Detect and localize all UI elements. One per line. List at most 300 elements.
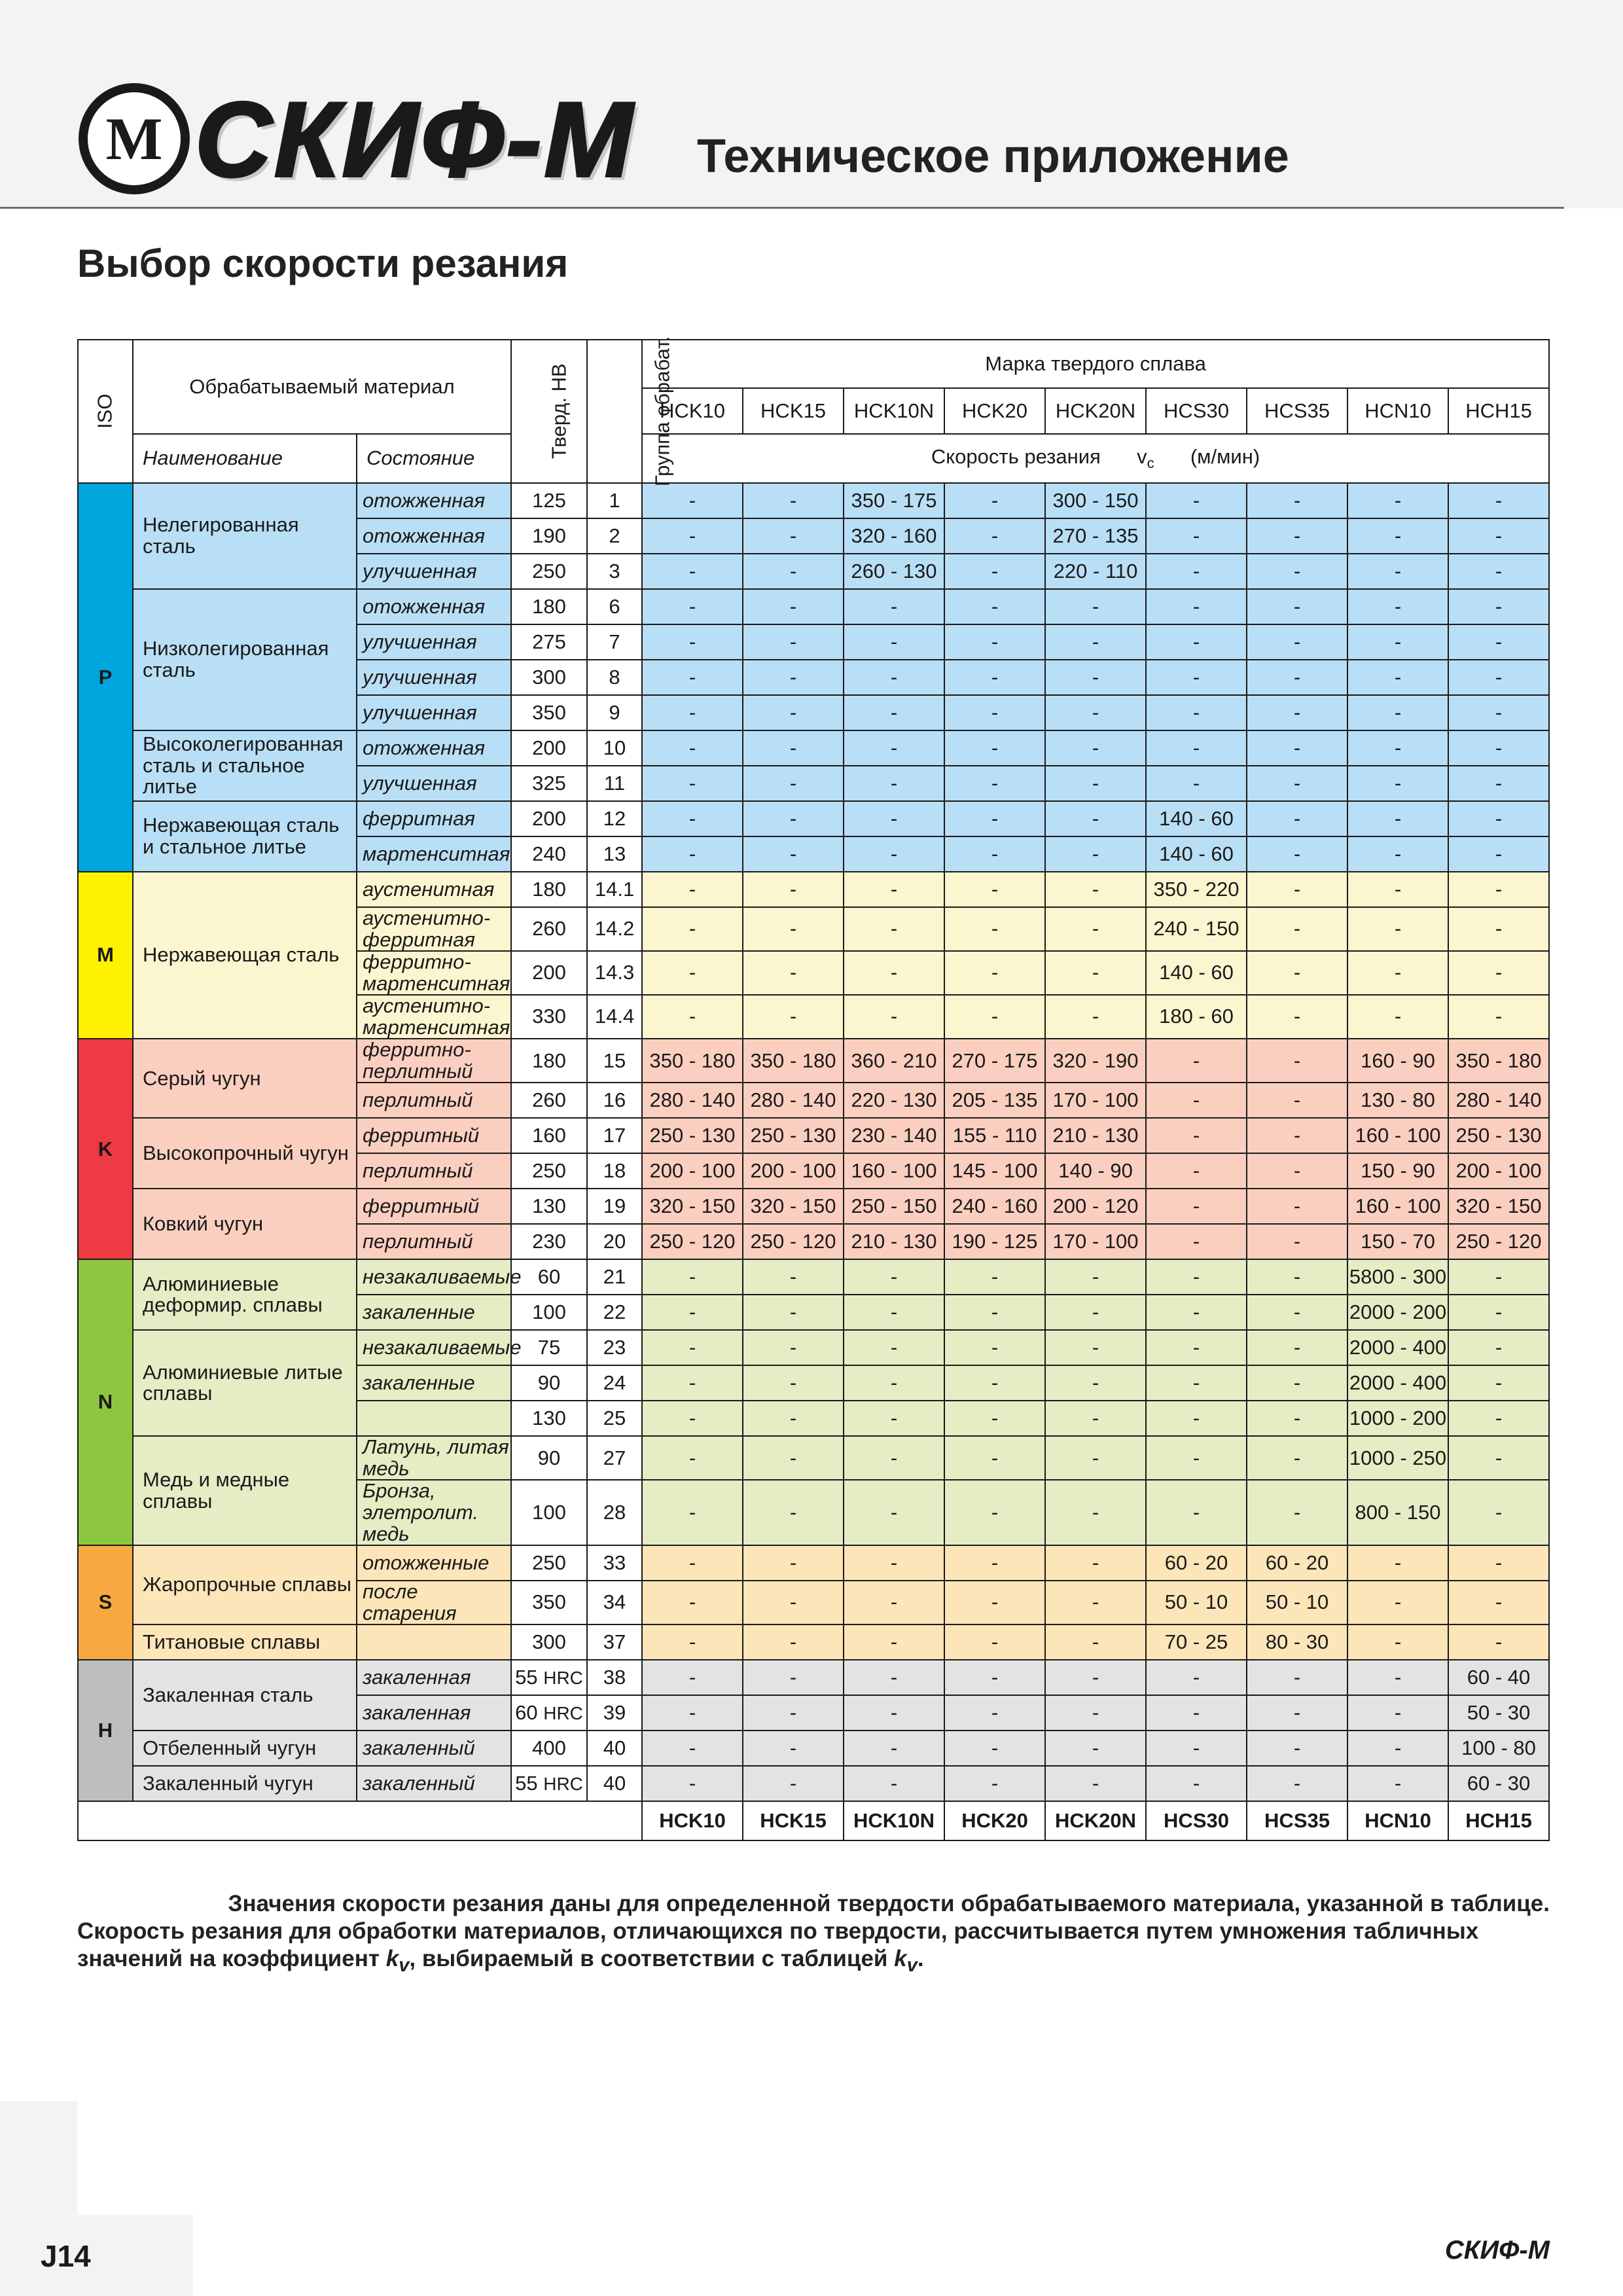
speed-value-hck20: - (944, 1624, 1045, 1660)
speed-value-hch15: - (1448, 1365, 1549, 1401)
hardness-value (511, 1581, 587, 1624)
material-state: после старения (357, 1581, 511, 1624)
speed-value-hch15: 100 - 80 (1448, 1731, 1549, 1766)
speed-value-hck10: - (642, 1365, 743, 1401)
material-group: 14.3 (587, 951, 642, 995)
speed-value-hcs30: - (1146, 730, 1247, 766)
grade-footer-hck10n: HCK10N (844, 1801, 944, 1840)
speed-value-hck20n: - (1045, 1480, 1146, 1545)
hardness-value (511, 1695, 587, 1731)
speed-value-hcs35: - (1247, 801, 1347, 836)
hardness-value (511, 1365, 587, 1401)
hardness-number: 180 (532, 1049, 566, 1072)
speed-value-hch15: 200 - 100 (1448, 1153, 1549, 1189)
speed-value-hch15: - (1448, 730, 1549, 766)
speed-value-hck10n: - (844, 1436, 944, 1480)
iso-group-h: H (78, 1660, 133, 1801)
material-state: отожженные (357, 1545, 511, 1581)
group-header: Группа обрабат. (587, 340, 642, 483)
hardness-number: 55 (515, 1771, 538, 1795)
speed-value-hcn10: 150 - 90 (1347, 1153, 1448, 1189)
speed-value-hck20n: - (1045, 1330, 1146, 1365)
hardness-number: 350 (532, 700, 566, 724)
speed-value-hck15: - (743, 836, 844, 872)
speed-value-hck10n: - (844, 1401, 944, 1436)
speed-value-hcn10: - (1347, 554, 1448, 589)
speed-value-hck15: - (743, 1295, 844, 1330)
speed-value-hck10n: - (844, 1660, 944, 1695)
material-state: мартенситная (357, 836, 511, 872)
material-name: Серый чугун (133, 1039, 357, 1118)
grade-header-hck15: HCK15 (743, 388, 844, 434)
speed-value-hck20: - (944, 1401, 1045, 1436)
speed-value-hcs35: - (1247, 554, 1347, 589)
speed-value-hcs35: - (1247, 1153, 1347, 1189)
speed-value-hck10n: - (844, 872, 944, 907)
hardness-unit: HRC (543, 1667, 583, 1688)
name-header: Наименование (133, 434, 357, 483)
speed-value-hck15: - (743, 951, 844, 995)
speed-value-hcs30: - (1146, 1766, 1247, 1801)
material-name: Титановые сплавы (133, 1624, 357, 1660)
speed-value-hck20: - (944, 730, 1045, 766)
table-row (78, 1731, 1549, 1766)
speed-value-hck10n: 230 - 140 (844, 1118, 944, 1153)
speed-value-hcs35: 80 - 30 (1247, 1624, 1347, 1660)
table-row (78, 589, 1549, 624)
material-name: Нержавеющая сталь (133, 872, 357, 1039)
hardness-number: 130 (532, 1407, 566, 1430)
material-group: 16 (587, 1083, 642, 1118)
hardness-number: 200 (532, 736, 566, 759)
material-group: 17 (587, 1118, 642, 1153)
speed-value-hch15: - (1448, 951, 1549, 995)
speed-value-hcn10: - (1347, 836, 1448, 872)
speed-value-hcs35: - (1247, 766, 1347, 801)
material-state: отожженная (357, 518, 511, 554)
material-group: 15 (587, 1039, 642, 1083)
speed-value-hch15: 250 - 130 (1448, 1118, 1549, 1153)
table-row (78, 1624, 1549, 1660)
speed-value-hck10: 250 - 120 (642, 1224, 743, 1259)
speed-value-hcs30: - (1146, 1295, 1247, 1330)
material-state: Латунь, литая медь (357, 1436, 511, 1480)
speed-value-hck20: - (944, 907, 1045, 951)
speed-value-hck10n: - (844, 1259, 944, 1295)
footnote-line-3: значений на коэффициент $k_v$, выбираемый в соответствии с таблицей $k_v$. (77, 1946, 924, 1976)
speed-value-hck10: - (642, 1436, 743, 1480)
table-row (78, 730, 1549, 766)
speed-value-hck20: - (944, 1480, 1045, 1545)
speed-value-hcs30: - (1146, 766, 1247, 801)
material-group: 40 (587, 1766, 642, 1801)
speed-value-hck20n: - (1045, 589, 1146, 624)
speed-value-hck10n: - (844, 1766, 944, 1801)
speed-value-hcs30: - (1146, 1118, 1247, 1153)
material-group: 28 (587, 1480, 642, 1545)
hardness-number: 60 (537, 1265, 561, 1289)
grade-header-hcs35: HCS35 (1247, 388, 1347, 434)
hardness-number: 350 (532, 1590, 566, 1614)
speed-value-hck20: - (944, 1581, 1045, 1624)
material-state: ферритный (357, 1118, 511, 1153)
material-group: 6 (587, 589, 642, 624)
grade-header-hch15: HCH15 (1448, 388, 1549, 434)
speed-value-hcs35: - (1247, 518, 1347, 554)
hardness-number: 325 (532, 771, 566, 795)
material-group: 1 (587, 483, 642, 518)
speed-value-hck10n: - (844, 801, 944, 836)
speed-value-hck15: - (743, 589, 844, 624)
speed-value-hck15: - (743, 695, 844, 730)
hardness-value (511, 1766, 587, 1801)
speed-value-hck10: - (642, 1766, 743, 1801)
speed-value-hck10: - (642, 1401, 743, 1436)
material-name: Медь и медные сплавы (133, 1436, 357, 1545)
iso-group-m: M (78, 872, 133, 1039)
speed-value-hck20n: - (1045, 1624, 1146, 1660)
hardness-value (511, 1039, 587, 1083)
hardness-number: 160 (532, 1124, 566, 1147)
speed-value-hcs30: - (1146, 1480, 1247, 1545)
speed-value-hck20n: - (1045, 1259, 1146, 1295)
material-group: 14.4 (587, 995, 642, 1039)
speed-value-hcs30: 180 - 60 (1146, 995, 1247, 1039)
speed-value-hck10n: 320 - 160 (844, 518, 944, 554)
material-group: 34 (587, 1581, 642, 1624)
hardness-value (511, 766, 587, 801)
speed-value-hcs30: 60 - 20 (1146, 1545, 1247, 1581)
speed-value-hck20: - (944, 1695, 1045, 1731)
table-row (78, 872, 1549, 907)
speed-value-hcs35: 50 - 10 (1247, 1581, 1347, 1624)
material-group: 3 (587, 554, 642, 589)
speed-value-hcn10: - (1347, 995, 1448, 1039)
speed-value-hck10: - (642, 995, 743, 1039)
speed-value-hck20n: 200 - 120 (1045, 1189, 1146, 1224)
speed-value-hck20: - (944, 1259, 1045, 1295)
speed-value-hcs35: 60 - 20 (1247, 1545, 1347, 1581)
speed-value-hck20n: - (1045, 624, 1146, 660)
hardness-value (511, 995, 587, 1039)
speed-value-hck15: - (743, 554, 844, 589)
speed-value-hcs30: 140 - 60 (1146, 951, 1247, 995)
grade-footer-hck15: HCK15 (743, 1801, 844, 1840)
material-group: 38 (587, 1660, 642, 1695)
hardness-number: 60 (515, 1700, 538, 1724)
hardness-value (511, 1545, 587, 1581)
speed-value-hcs30: - (1146, 1259, 1247, 1295)
material-group: 39 (587, 1695, 642, 1731)
grade-footer-hck10: HCK10 (642, 1801, 743, 1840)
hardness-value (511, 624, 587, 660)
speed-value-hck10: - (642, 589, 743, 624)
speed-value-hcs35: - (1247, 1695, 1347, 1731)
grade-header-hck20n: HCK20N (1045, 388, 1146, 434)
speed-value-hck10: 200 - 100 (642, 1153, 743, 1189)
iso-group-p: P (78, 483, 133, 872)
speed-value-hcs30: 350 - 220 (1146, 872, 1247, 907)
speed-value-hcs30: - (1146, 660, 1247, 695)
speed-value-hcn10: - (1347, 483, 1448, 518)
speed-value-hcs35: - (1247, 589, 1347, 624)
speed-value-hck20: - (944, 589, 1045, 624)
hardness-value (511, 483, 587, 518)
table-row (78, 1259, 1549, 1295)
grade-header-hcn10: HCN10 (1347, 388, 1448, 434)
speed-value-hcn10: - (1347, 1581, 1448, 1624)
speed-value-hcn10: 160 - 100 (1347, 1118, 1448, 1153)
hardness-value (511, 1189, 587, 1224)
material-name: Закаленная сталь (133, 1660, 357, 1731)
speed-value-hck10: 350 - 180 (642, 1039, 743, 1083)
speed-value-hck10n: - (844, 1295, 944, 1330)
speed-value-hcs35: - (1247, 907, 1347, 951)
material-state: аустенитно-мартенситная (357, 995, 511, 1039)
speed-value-hck20: - (944, 872, 1045, 907)
material-group: 13 (587, 836, 642, 872)
header-title: Техническое приложение (697, 130, 1289, 183)
material-name: Высоколегированная сталь и стальное литье (133, 730, 357, 801)
hardness-number: 190 (532, 524, 566, 547)
hardness-number: 130 (532, 1194, 566, 1218)
speed-value-hch15: - (1448, 695, 1549, 730)
speed-value-hcs30: - (1146, 1436, 1247, 1480)
logo-emblem-icon (79, 83, 190, 194)
speed-value-hck15: - (743, 907, 844, 951)
speed-value-hch15: - (1448, 554, 1549, 589)
material-name: Жаропрочные сплавы (133, 1545, 357, 1624)
material-name: Закаленный чугун (133, 1766, 357, 1801)
speed-value-hck10n: 360 - 210 (844, 1039, 944, 1083)
footer-empty-cell (78, 1801, 642, 1840)
speed-value-hcs35: - (1247, 1224, 1347, 1259)
hardness-number: 230 (532, 1230, 566, 1253)
speed-value-hcs30: 140 - 60 (1146, 836, 1247, 872)
speed-value-hcs35: - (1247, 872, 1347, 907)
hardness-value (511, 872, 587, 907)
material-group: 8 (587, 660, 642, 695)
speed-value-hcn10: - (1347, 872, 1448, 907)
speed-value-hck20: - (944, 518, 1045, 554)
material-name: Ковкий чугун (133, 1189, 357, 1259)
speed-value-hck15: - (743, 1731, 844, 1766)
speed-value-hcn10: - (1347, 801, 1448, 836)
speed-value-hch15: - (1448, 1330, 1549, 1365)
speed-unit: (м/мин) (1190, 444, 1260, 468)
speed-value-hcs30: - (1146, 1153, 1247, 1189)
speed-value-hck15: - (743, 1480, 844, 1545)
speed-value-hck10n: - (844, 624, 944, 660)
speed-value-hcs30: - (1146, 1660, 1247, 1695)
speed-value-hck20n: - (1045, 1731, 1146, 1766)
logo-text: СКИФ-М (195, 81, 635, 199)
hardness-number: 300 (532, 1630, 566, 1653)
speed-value-hcn10: - (1347, 1545, 1448, 1581)
speed-value-hck10: - (642, 951, 743, 995)
hardness-value (511, 589, 587, 624)
speed-value-hck10: - (642, 872, 743, 907)
speed-symbol: v (1137, 444, 1147, 468)
grade-footer-hcs30: HCS30 (1146, 1801, 1247, 1840)
speed-value-hck20: 270 - 175 (944, 1039, 1045, 1083)
speed-value-hck10n: 220 - 130 (844, 1083, 944, 1118)
hardness-value (511, 1118, 587, 1153)
state-header: Состояние (357, 434, 511, 483)
speed-value-hcs35: - (1247, 1295, 1347, 1330)
speed-value-hck20: 240 - 160 (944, 1189, 1045, 1224)
hardness-value (511, 1480, 587, 1545)
speed-value-hcn10: 1000 - 200 (1347, 1401, 1448, 1436)
hardness-value (511, 1153, 587, 1189)
grade-header-hcs30: HCS30 (1146, 388, 1247, 434)
material-group: 14.2 (587, 907, 642, 951)
speed-value-hcn10: - (1347, 518, 1448, 554)
material-group: 12 (587, 801, 642, 836)
material-group: 9 (587, 695, 642, 730)
speed-value-hck20n: - (1045, 660, 1146, 695)
speed-value-hck10: - (642, 907, 743, 951)
speed-value-hck20n: - (1045, 1766, 1146, 1801)
material-state: улучшенная (357, 554, 511, 589)
speed-value-hck10n: - (844, 1624, 944, 1660)
hardness-number: 100 (532, 1300, 566, 1324)
speed-value-hck20: - (944, 1660, 1045, 1695)
speed-value-hch15: - (1448, 995, 1549, 1039)
speed-value-hck10: - (642, 1731, 743, 1766)
hardness-number: 90 (537, 1446, 561, 1469)
speed-value-hck10: - (642, 483, 743, 518)
speed-value-hcs30: - (1146, 1365, 1247, 1401)
speed-value-hck10n: - (844, 1731, 944, 1766)
speed-value-hcn10: - (1347, 1660, 1448, 1695)
grade-header-hck10n: HCK10N (844, 388, 944, 434)
material-state: перлитный (357, 1224, 511, 1259)
hardness-number: 125 (532, 488, 566, 512)
speed-value-hck20: - (944, 766, 1045, 801)
table-row (78, 1545, 1549, 1581)
speed-value-hck15: - (743, 1545, 844, 1581)
hardness-unit: HRC (543, 1773, 583, 1794)
material-state: ферритно-перлитный (357, 1039, 511, 1083)
iso-group-s: S (78, 1545, 133, 1660)
speed-value-hck10: 280 - 140 (642, 1083, 743, 1118)
logo-letter: M (105, 105, 163, 172)
speed-subscript: c (1147, 455, 1154, 472)
speed-value-hch15: - (1448, 1295, 1549, 1330)
speed-value-hcn10: - (1347, 730, 1448, 766)
speed-value-hck20n: - (1045, 1545, 1146, 1581)
cutting-speed-table (77, 336, 1550, 1841)
hardness-number: 100 (532, 1501, 566, 1524)
grade-footer-hck20n: HCK20N (1045, 1801, 1146, 1840)
table-row (78, 1118, 1549, 1153)
speed-value-hck10n: - (844, 1365, 944, 1401)
speed-value-hck10: - (642, 836, 743, 872)
material-state: закаленные (357, 1295, 511, 1330)
speed-value-hcs35: - (1247, 660, 1347, 695)
speed-value-hch15: 50 - 30 (1448, 1695, 1549, 1731)
company-logo (72, 75, 641, 213)
speed-value-hck20: - (944, 1365, 1045, 1401)
hardness-number: 250 (532, 1159, 566, 1183)
speed-value-hck15: 250 - 130 (743, 1118, 844, 1153)
speed-value-hck15: - (743, 995, 844, 1039)
material-group: 11 (587, 766, 642, 801)
speed-value-hcn10: - (1347, 1766, 1448, 1801)
hardness-value (511, 951, 587, 995)
speed-value-hck10n: - (844, 907, 944, 951)
speed-value-hck20n: - (1045, 1660, 1146, 1695)
speed-value-hck10n: - (844, 1545, 944, 1581)
material-name: Алюминиевые деформир. сплавы (133, 1259, 357, 1330)
speed-value-hck10: 250 - 130 (642, 1118, 743, 1153)
material-name: Нержавеющая сталь и стальное литье (133, 801, 357, 872)
speed-value-hck10: - (642, 1259, 743, 1295)
speed-value-hcs35: - (1247, 1083, 1347, 1118)
speed-value-hch15: - (1448, 1401, 1549, 1436)
speed-value-hck15: 200 - 100 (743, 1153, 844, 1189)
hardness-value (511, 1295, 587, 1330)
speed-value-hck20: - (944, 1731, 1045, 1766)
speed-value-hck15: 250 - 120 (743, 1224, 844, 1259)
speed-value-hck10n: 260 - 130 (844, 554, 944, 589)
grade-footer-hcs35: HCS35 (1247, 1801, 1347, 1840)
material-group: 10 (587, 730, 642, 766)
hardness-value (511, 1224, 587, 1259)
speed-value-hck10: - (642, 766, 743, 801)
speed-value-hck20n: - (1045, 1436, 1146, 1480)
speed-value-hcn10: 1000 - 250 (1347, 1436, 1448, 1480)
table-row (78, 1660, 1549, 1695)
speed-value-hcs35: - (1247, 1365, 1347, 1401)
footnote-line-1: Значения скорости резания даны для определенной твердости обрабатываемого материала, указанной в таблице. (228, 1891, 1550, 1916)
hardness-number: 250 (532, 1551, 566, 1574)
speed-value-hch15: - (1448, 872, 1549, 907)
speed-value-hck15: - (743, 624, 844, 660)
material-name: Низколегированная сталь (133, 589, 357, 730)
material-state: улучшенная (357, 624, 511, 660)
hardness-value (511, 518, 587, 554)
material-state: перлитный (357, 1153, 511, 1189)
speed-value-hck15: 350 - 180 (743, 1039, 844, 1083)
speed-value-hck20: - (944, 1330, 1045, 1365)
speed-value-hcs30: - (1146, 483, 1247, 518)
speed-value-hck10n: - (844, 951, 944, 995)
grade-header-hck10: HCK10 (642, 388, 743, 434)
speed-value-hck20n: 170 - 100 (1045, 1224, 1146, 1259)
speed-value-hck15: - (743, 1259, 844, 1295)
material-state: ферритный (357, 1189, 511, 1224)
speed-value-hck20n: 210 - 130 (1045, 1118, 1146, 1153)
cutting-speed-header (642, 434, 1549, 483)
speed-value-hck20n: 320 - 190 (1045, 1039, 1146, 1083)
speed-value-hck20: - (944, 1295, 1045, 1330)
iso-header: ISO (78, 340, 133, 483)
speed-value-hck10: - (642, 660, 743, 695)
speed-value-hcs30: - (1146, 1224, 1247, 1259)
footer-brand: СКИФ-М (1444, 2236, 1550, 2265)
iso-group-k: K (78, 1039, 133, 1259)
material-state: незакаливаемые (357, 1330, 511, 1365)
hardness-value (511, 554, 587, 589)
speed-value-hck20: - (944, 483, 1045, 518)
speed-value-hck20n: - (1045, 1581, 1146, 1624)
speed-value-hcn10: - (1347, 766, 1448, 801)
speed-value-hck20: - (944, 695, 1045, 730)
speed-value-hcs35: - (1247, 1330, 1347, 1365)
speed-value-hck10: - (642, 1480, 743, 1545)
